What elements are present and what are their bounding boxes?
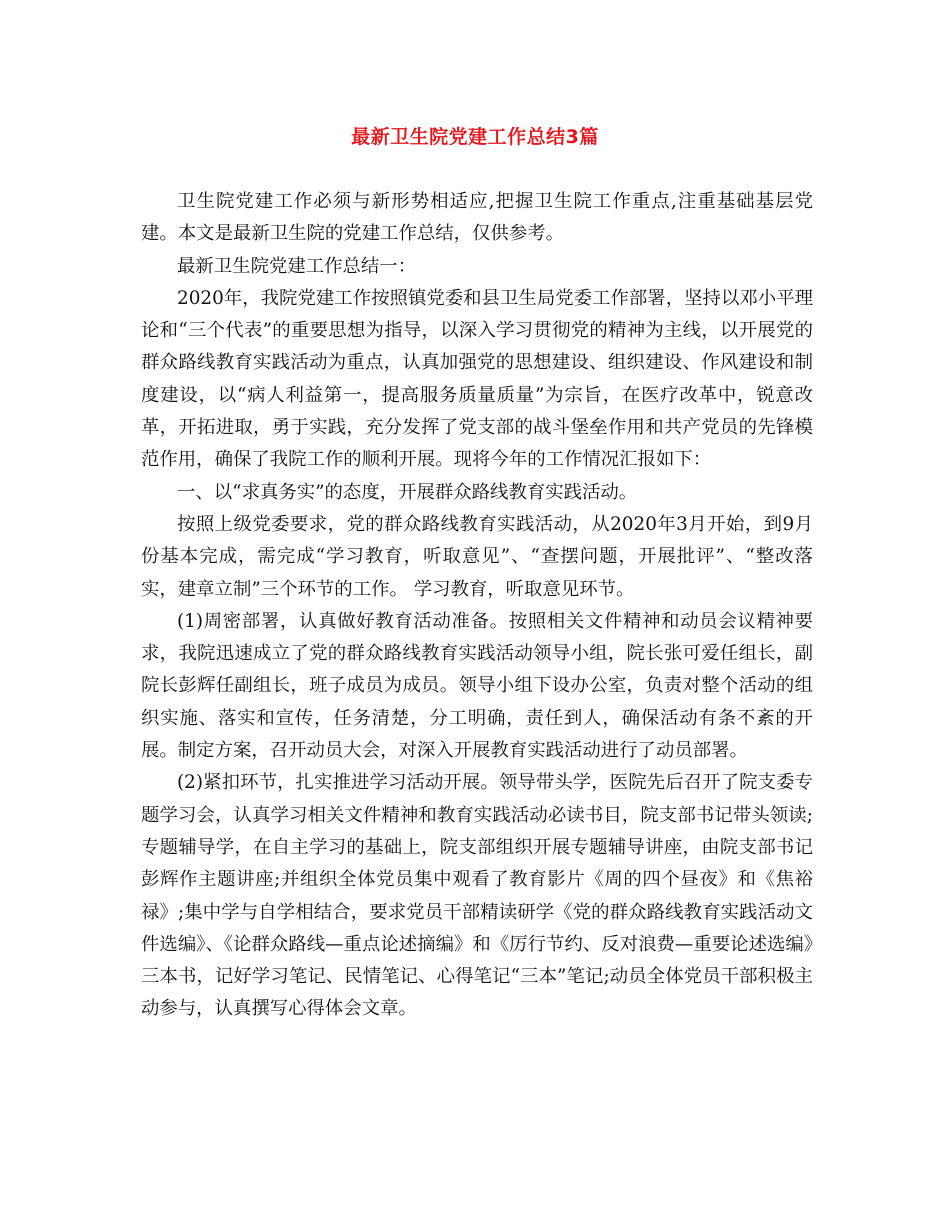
paragraph-plan: 按照上级党委要求，党的群众路线教育实践活动，从2020年3月开始，到9月份基本完成，需完成“学习教育，听取意见”、“查摆问题，开展批评”、“整改落实，建章立制”三个环节的工作。 学习教育，听取意见环节。 <box>141 513 813 600</box>
paragraph-item-heading: 一、以“求真务实”的态度，开展群众路线教育实践活动。 <box>177 481 638 503</box>
paragraph-overview: 2020年，我院党建工作按照镇党委和县卫生局党委工作部署，坚持以邓小平理论和“三个代表”的重要思想为指导，以深入学习贯彻党的精神为主线，以开展党的群众路线教育实践活动为重点，认真加强党的思想建设、组织建设、作风建设和制度建设，以“病人利益第一，提高服务质量质量”为宗旨，在医疗改革中，锐意改革，开拓进取，勇于实践，充分发挥了党支部的战斗堡垒作用和共产党员的先锋模范作用，确保了我院工作的顺利开展。现将今年的工作情况汇报如下： <box>141 287 813 471</box>
paragraph-intro: 卫生院党建工作必须与新形势相适应,把握卫生院工作重点,注重基础基层党建。本文是最新卫生院的党建工作总结，仅供参考。 <box>141 191 813 245</box>
paragraph-point-2: (2)紧扣环节，扎实推进学习活动开展。领导带头学，医院先后召开了院支委专题学习会，认真学习相关文件精神和教育实践活动必读书目，院支部书记带头领读;专题辅导学，在自主学习的基础上，院支部组织开展专题辅导讲座，由院支部书记彭辉作主题讲座;并组织全体党员集中观看了教育影片《周的四个昼夜》和《焦裕禄》;集中学与自学相结合，要求党员干部精读研学《党的群众路线教育实践活动文件选编》、《论群众路线—重点论述摘编》和《厉行节约、反对浪费—重要论述选编》三本书，记好学习笔记、民情笔记、心得笔记“三本”笔记;动员全体党员干部积极主动参与，认真撰写心得体会文章。 <box>141 772 813 1020</box>
paragraph-point-1: (1)周密部署，认真做好教育活动准备。按照相关文件精神和动员会议精神要求，我院迅速成立了党的群众路线教育实践活动领导小组，院长张可爱任组长，副院长彭辉任副组长，班子成员为成员。领导小组下设办公室，负责对整个活动的组织实施、落实和宣传，任务清楚，分工明确，责任到人，确保活动有条不紊的开展。制定方案，召开动员大会，对深入开展教育实践活动进行了动员部署。 <box>141 610 813 762</box>
paragraph-section-heading: 最新卫生院党建工作总结一： <box>177 255 417 277</box>
document-title: 最新卫生院党建工作总结3篇 <box>351 126 599 148</box>
document-body <box>141 186 813 1026</box>
